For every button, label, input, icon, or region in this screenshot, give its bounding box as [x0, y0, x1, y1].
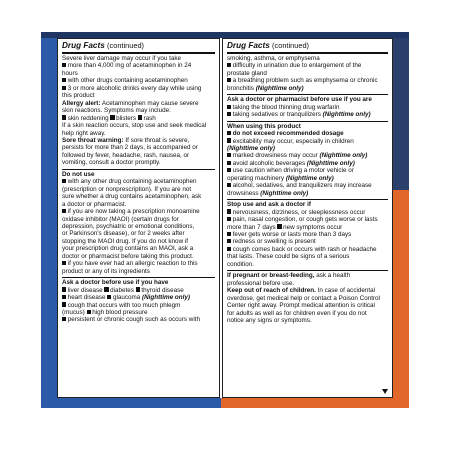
- bullet-square-icon: [138, 115, 142, 119]
- section-heading-text: When using this product: [227, 122, 301, 130]
- section-rule: [227, 199, 388, 200]
- bullet-square-icon: [227, 138, 231, 142]
- multi-bullet-line: [227, 224, 388, 231]
- bullet-square-icon: [62, 261, 66, 265]
- continue-arrow-icon: [382, 389, 388, 394]
- line-text: prostate gland: [227, 69, 267, 77]
- bullet-item: [227, 216, 388, 223]
- header-rule: [62, 52, 215, 54]
- bullet-item: [62, 208, 215, 215]
- text-line: [227, 295, 388, 302]
- bullet-item: [62, 77, 215, 84]
- bullet-text: if you have ever had an allergic reaction to this: [67, 260, 198, 268]
- text-line: [62, 100, 215, 107]
- bullet-square-icon: [62, 287, 66, 291]
- bullet-item: [227, 238, 388, 245]
- text-line: [227, 280, 388, 287]
- text-line: [62, 253, 215, 260]
- bullet-square-icon: [62, 115, 66, 119]
- bullet-text: if you are now taking a prescription monoamine: [67, 208, 200, 216]
- bullet-text: nervousness, dizziness, or sleeplessness occur: [232, 208, 366, 216]
- lead-bold-text: Sore throat warning:: [62, 136, 124, 144]
- bullet-item: [227, 175, 388, 182]
- bullet-text: cough comes back or occurs with rash or headache: [232, 245, 377, 253]
- bullet-item: [227, 182, 388, 189]
- line-text: overdose, get medical help or contact a Poison Control: [227, 294, 380, 302]
- bullet-square-icon: [110, 115, 114, 119]
- bullet-text: with other drugs containing acetaminophen: [67, 77, 188, 85]
- bullet-text: redness or swelling is present: [232, 238, 316, 246]
- bullet-item: [62, 316, 215, 323]
- bullet-item: [62, 302, 215, 309]
- bullet-text: skin reddening: [67, 114, 111, 122]
- bullet-square-icon: [227, 168, 231, 172]
- bullet-item: [227, 190, 388, 197]
- bullet-text: more than 4,000 mg of acetaminophen in 24: [67, 62, 192, 70]
- bullet-item: [62, 260, 215, 267]
- bullet-text: drowsiness: [227, 189, 261, 197]
- bullet-text: alcohol, sedatives, and tranquilizers may increase: [232, 182, 372, 190]
- text-line: [227, 287, 388, 294]
- line-text: for adults as well as for children even if you do not: [227, 309, 367, 317]
- line-text: your prescription drug contains an MAOI, ask a: [62, 245, 194, 253]
- navy-band-right: [393, 38, 409, 190]
- bullet-text: persistent or chronic cough such as occurs with: [67, 316, 200, 324]
- line-text: sure whether a drug contains acetaminophen, ask: [62, 193, 202, 201]
- line-text: Severe liver damage may occur if you take: [62, 55, 181, 62]
- line-text: oxidase inhibitor (MAOI) (certain drugs for: [62, 215, 179, 223]
- bullet-text: do not exceed recommended dosage: [232, 130, 344, 138]
- line-text: smoking, asthma, or emphysema: [227, 55, 320, 62]
- left-column-body: [62, 55, 215, 324]
- section-heading-text: Do not use: [62, 170, 95, 178]
- bullet-square-icon: [227, 183, 231, 187]
- bullet-square-icon: [227, 247, 231, 251]
- bullet-text: high blood pressure: [92, 308, 148, 316]
- bullet-item: [62, 85, 215, 92]
- bullet-item: [227, 246, 388, 253]
- line-text: In case of accidental: [315, 287, 376, 295]
- section-rule: [227, 270, 388, 271]
- bullet-text: glaucoma: [112, 294, 141, 302]
- text-line: [62, 223, 215, 230]
- text-line: [62, 186, 215, 193]
- section-heading-text: Stop use and ask a doctor if: [227, 201, 311, 209]
- nighttime-note: (Nighttime only): [260, 189, 309, 197]
- section-heading: [62, 171, 215, 178]
- bullet-item: [227, 130, 388, 137]
- text-line: [62, 230, 215, 237]
- text-line: [227, 302, 388, 309]
- continued-label: (continued): [272, 41, 310, 50]
- line-text: persists for more than 2 days, is accompanied or: [62, 144, 198, 152]
- section-heading: [227, 96, 388, 103]
- multi-bullet-line: [62, 294, 215, 301]
- section-heading-text: Ask a doctor before use if you have: [62, 279, 169, 287]
- bullet-square-icon: [104, 287, 108, 291]
- text-line: [227, 145, 388, 152]
- bullet-square-icon: [227, 78, 231, 82]
- bullet-text: 3 or more alcoholic drinks every day while using: [67, 84, 202, 92]
- line-text: product or any of its ingredients: [62, 267, 150, 275]
- line-text: (mucus): [62, 308, 87, 316]
- bullet-square-icon: [227, 217, 231, 221]
- bullet-text: liver disease: [67, 286, 105, 294]
- bullet-square-icon: [227, 112, 231, 116]
- text-line: [62, 107, 215, 114]
- bullet-text: taking the blood thinning drug warfarin: [232, 103, 340, 111]
- line-text: doctor or pharmacist before taking this product.: [62, 252, 194, 260]
- text-line: [62, 238, 215, 245]
- text-line: [62, 55, 215, 62]
- text-line: [62, 122, 215, 129]
- multi-bullet-line: [62, 287, 215, 294]
- line-text: depression, psychiatric or emotional conditions,: [62, 222, 195, 230]
- multi-bullet-line: [62, 115, 215, 122]
- bullet-item: [227, 231, 388, 238]
- text-line: [227, 272, 388, 279]
- bullet-item: [227, 152, 388, 159]
- line-text: followed by fever, headache, rash, nausea, or: [62, 151, 190, 159]
- drug-facts-right-column: [222, 38, 393, 398]
- orange-band-bottom: [221, 398, 409, 408]
- bullet-square-icon: [227, 131, 231, 135]
- section-rule: [227, 94, 388, 95]
- bullet-text: use caution when driving a motor vehicle or: [232, 167, 354, 175]
- line-text: Acetaminophen may cause severe: [100, 99, 199, 107]
- bullet-square-icon: [62, 78, 66, 82]
- text-line: [227, 310, 388, 317]
- multi-bullet-line: [62, 309, 215, 316]
- bullet-text: avoid alcoholic beverages: [232, 159, 307, 167]
- bullet-square-icon: [227, 153, 231, 157]
- bullet-item: [227, 104, 388, 111]
- bullet-square-icon: [227, 232, 231, 236]
- bullet-square-icon: [107, 295, 111, 299]
- text-line: [227, 55, 388, 62]
- bullet-square-icon: [227, 239, 231, 243]
- bullet-square-icon: [277, 224, 281, 228]
- text-line: [62, 193, 215, 200]
- lead-bold-text: Allergy alert:: [62, 99, 101, 107]
- bullet-square-icon: [62, 86, 66, 90]
- bullet-item: [227, 209, 388, 216]
- bullet-square-icon: [227, 161, 231, 165]
- text-line: [227, 70, 388, 77]
- line-text: condition.: [227, 260, 254, 268]
- bullet-square-icon: [62, 179, 66, 183]
- bullet-text: taking sedatives or tranquilizers: [232, 111, 323, 119]
- line-text: If sore throat is severe,: [123, 136, 190, 144]
- text-line: [62, 137, 215, 144]
- bullet-text: fever gets worse or lasts more than 3 days: [232, 230, 352, 238]
- bullet-text: diabetes: [110, 286, 136, 294]
- bullet-text: blisters: [116, 114, 138, 122]
- lead-bold-text: If pregnant or breast-feeding,: [227, 272, 315, 280]
- line-text: skin reactions. Symptoms may include:: [62, 107, 171, 115]
- bullet-text: with any other drug containing acetaminophen: [67, 178, 197, 186]
- text-line: [62, 216, 215, 223]
- section-rule: [62, 169, 215, 170]
- nighttime-note: (Nighttime only): [322, 111, 371, 119]
- line-text: that lasts. These could be signs of a serious: [227, 253, 350, 261]
- line-text: ask a health: [314, 272, 351, 280]
- bullet-item: [62, 62, 215, 69]
- section-heading: [62, 279, 215, 286]
- continued-label: (continued): [107, 41, 145, 50]
- section-rule: [62, 277, 215, 278]
- blue-band-bottom: [41, 398, 221, 408]
- bullet-square-icon: [62, 302, 66, 306]
- bullet-text: cough that occurs with too much phlegm: [67, 301, 181, 309]
- section-heading: [227, 201, 388, 208]
- bullet-text: thyroid disease: [141, 286, 184, 294]
- bullet-item: [227, 160, 388, 167]
- bullet-item: [227, 138, 388, 145]
- bullet-square-icon: [62, 63, 66, 67]
- text-line: [227, 253, 388, 260]
- text-line: [62, 152, 215, 159]
- text-line: [62, 268, 215, 275]
- bullet-text: pain, nasal congestion, or cough gets worse or lasts: [232, 216, 378, 224]
- bullet-text: difficulty in urination due to enlargement of the: [232, 62, 362, 70]
- nighttime-note: (Nighttime only): [319, 152, 368, 160]
- line-text: notice any signs or symptoms.: [227, 316, 312, 324]
- line-text: professional before use.: [227, 279, 295, 287]
- bullet-text: new symptoms occur: [283, 223, 343, 231]
- bullet-square-icon: [62, 209, 66, 213]
- line-text: vomiting, consult a doctor promptly.: [62, 159, 161, 167]
- text-line: [62, 144, 215, 151]
- bullet-square-icon: [227, 209, 231, 213]
- lead-bold-text: Keep out of reach of children.: [227, 287, 316, 295]
- blue-band-left: [41, 38, 57, 398]
- line-text: or Parkinson's disease), or for 2 weeks after: [62, 230, 185, 238]
- drug-facts-header: [227, 41, 388, 51]
- bullet-text: excitability may occur, especially in children: [232, 137, 354, 145]
- text-line: [62, 130, 215, 137]
- text-line: [62, 201, 215, 208]
- line-text: If a skin reaction occurs, stop use and seek medical: [62, 122, 207, 130]
- nighttime-note: (Nighttime only): [306, 159, 355, 167]
- section-heading-text: Ask a doctor or pharmacist before use if you are: [227, 96, 372, 104]
- drug-facts-title: Drug Facts: [62, 41, 105, 50]
- bullet-item: [227, 167, 388, 174]
- bullet-text: bronchitis: [227, 84, 256, 92]
- nighttime-note: (Nighttime only): [285, 174, 334, 182]
- bullet-text: rash: [143, 114, 156, 122]
- bullet-square-icon: [136, 287, 140, 291]
- right-column-body: [227, 55, 388, 324]
- bullet-square-icon: [227, 105, 231, 109]
- text-line: [62, 92, 215, 99]
- text-line: [62, 70, 215, 77]
- line-text: Center right away. Prompt medical attention is critical: [227, 302, 375, 310]
- drug-facts-left-column: [57, 38, 220, 398]
- bullet-item: [227, 85, 388, 92]
- line-text: more than 7 days: [227, 223, 278, 231]
- bullet-square-icon: [62, 295, 66, 299]
- bullet-square-icon: [227, 63, 231, 67]
- line-text: hours: [62, 69, 78, 77]
- nighttime-note: (Nighttime only): [227, 144, 275, 152]
- bullet-text: operating machinery: [227, 174, 286, 182]
- line-text: this product: [62, 92, 95, 100]
- line-text: stopping the MAOI drug. If you do not know if: [62, 237, 189, 245]
- bullet-item: [227, 111, 388, 118]
- section-heading: [227, 123, 388, 130]
- section-rule: [227, 121, 388, 122]
- text-line: [227, 261, 388, 268]
- nighttime-note: (Nighttime only): [140, 294, 190, 302]
- drug-facts-title: Drug Facts: [227, 41, 270, 50]
- text-line: [62, 245, 215, 252]
- text-line: [227, 317, 388, 324]
- bullet-text: heart disease: [67, 294, 108, 302]
- orange-band-right: [393, 190, 409, 398]
- bullet-item: [62, 178, 215, 185]
- drug-facts-header: [62, 41, 215, 51]
- bullet-square-icon: [62, 317, 66, 321]
- line-text: (prescription or nonprescription). If you are not: [62, 185, 192, 193]
- bullet-item: [227, 77, 388, 84]
- header-rule: [227, 52, 388, 54]
- text-line: [62, 159, 215, 166]
- bullet-square-icon: [87, 310, 91, 314]
- bullet-text: a breathing problem such as emphysema or chronic: [232, 77, 378, 85]
- bullet-text: marked drowsiness may occur: [232, 152, 320, 160]
- line-text: help right away.: [62, 129, 106, 137]
- line-text: a doctor or pharmacist.: [62, 200, 127, 208]
- nighttime-note: (Nighttime only): [255, 84, 304, 92]
- bullet-item: [227, 62, 388, 69]
